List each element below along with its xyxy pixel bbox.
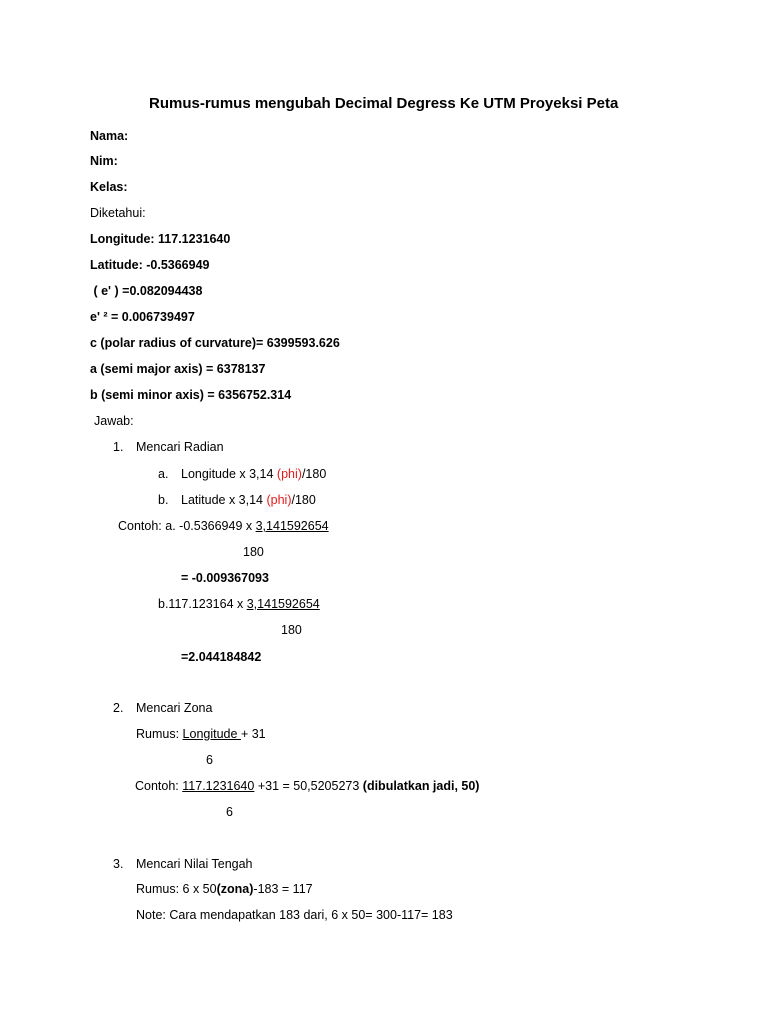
step1b-phi: (phi) — [266, 493, 292, 507]
step2-rumus-numerator: Longitude — [182, 727, 241, 741]
nim-label: Nim: — [90, 154, 118, 168]
semi-major-axis-value: a (semi major axis) = 6378137 — [90, 362, 266, 376]
contoh-a-line — [118, 518, 329, 534]
step1a-marker: a. — [158, 467, 169, 481]
jawab-label: Jawab: — [94, 414, 134, 428]
step2-contoh-rounded: (dibulatkan jadi, 50) — [362, 779, 480, 793]
contoh-b-pre: b.117.123164 x — [158, 597, 247, 611]
step1-heading: Mencari Radian — [136, 440, 224, 454]
step3-rumus — [136, 881, 313, 897]
step2-rumus — [136, 726, 266, 742]
step3-heading: Mencari Nilai Tengah — [136, 857, 253, 871]
step2-contoh — [135, 778, 479, 794]
step3-note: Note: Cara mendapatkan 183 dari, 6 x 50= 300-117= 183 — [136, 908, 453, 922]
contoh-a-result: = -0.009367093 — [181, 571, 269, 585]
nama-label: Nama: — [90, 129, 129, 143]
page-title: Rumus-rumus mengubah Decimal Degress Ke UTM Proyeksi Peta — [149, 95, 619, 112]
step1-number: 1. — [113, 440, 124, 454]
step1a-phi: (phi) — [276, 467, 302, 481]
semi-minor-axis-value: b (semi minor axis) = 6356752.314 — [90, 388, 292, 402]
step1b-formula-post: /180 — [291, 493, 316, 507]
longitude-value: Longitude: 117.1231640 — [90, 232, 231, 246]
step1b-marker: b. — [158, 493, 169, 507]
contoh-b-result: =2.044184842 — [181, 650, 262, 664]
step1a-formula-pre: Longitude x 3,14 — [181, 467, 277, 481]
step3-rumus-post: -183 = 117 — [253, 882, 313, 896]
polar-radius-value: c (polar radius of curvature)= 6399593.626 — [90, 336, 340, 350]
e-prime-squared-value: e' ² = 0.006739497 — [90, 310, 195, 324]
step2-contoh-mid: +31 = 50,5205273 — [254, 779, 363, 793]
step2-heading: Mencari Zona — [136, 701, 213, 715]
step2-number: 2. — [113, 701, 124, 715]
diketahui-label: Diketahui: — [90, 206, 146, 220]
step3-rumus-zona: (zona) — [216, 882, 254, 896]
step2-contoh-numerator: 117.1231640 — [182, 779, 255, 793]
contoh-a-denominator: 180 — [243, 545, 264, 559]
latitude-value: Latitude: -0.5366949 — [90, 258, 210, 272]
e-prime-value: ( e' ) =0.082094438 — [90, 284, 203, 298]
step2-contoh-pre: Contoh: — [135, 779, 183, 793]
step2-rumus-denominator: 6 — [206, 753, 213, 767]
step1a-formula-post: /180 — [301, 467, 327, 481]
contoh-b-line — [158, 596, 320, 612]
step3-number: 3. — [113, 857, 124, 871]
step2-rumus-pre: Rumus: — [136, 727, 183, 741]
step3-rumus-pre: Rumus: 6 x 50 — [136, 882, 217, 896]
step1b-formula — [181, 492, 316, 508]
contoh-a-numerator: 3,141592654 — [255, 519, 329, 533]
contoh-b-denominator: 180 — [281, 623, 302, 637]
step1a-formula — [181, 466, 326, 482]
kelas-label: Kelas: — [90, 180, 128, 194]
contoh-b-numerator: 3,141592654 — [246, 597, 320, 611]
step2-contoh-denominator: 6 — [226, 805, 233, 819]
contoh-a-pre: Contoh: a. -0.5366949 x — [118, 519, 256, 533]
step2-rumus-post: + 31 — [240, 727, 266, 741]
step1b-formula-pre: Latitude x 3,14 — [181, 493, 267, 507]
